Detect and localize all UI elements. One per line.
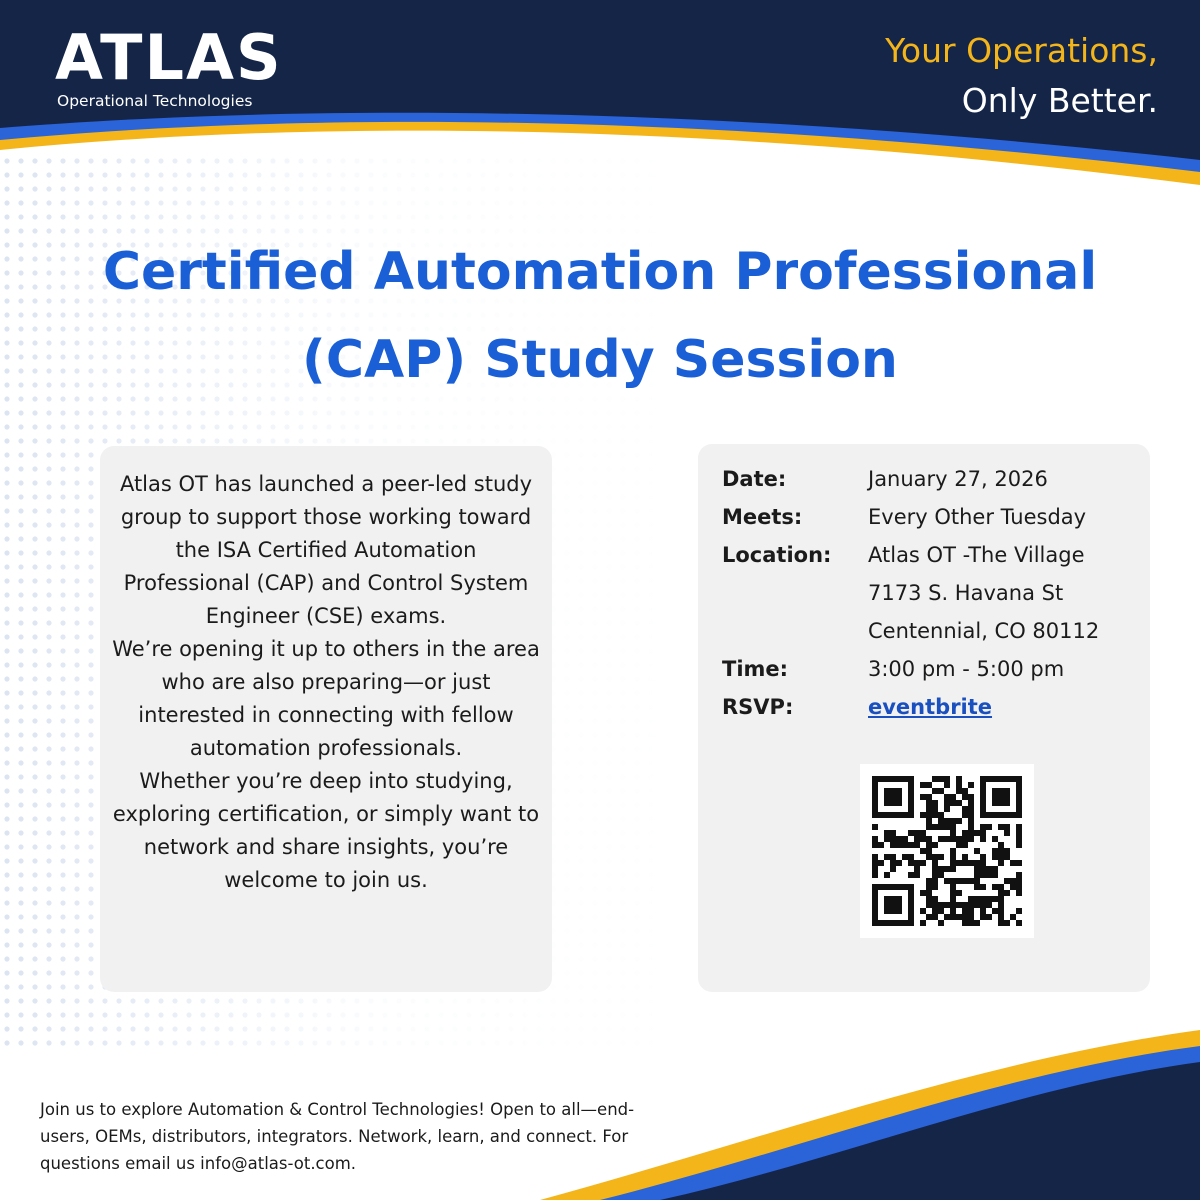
description-card (100, 446, 552, 992)
meets-value: Every Other Tuesday (868, 505, 1087, 529)
location-row (722, 536, 1142, 574)
time-row (722, 650, 1142, 688)
location-line-1: Atlas OT -The Village (868, 543, 1085, 567)
tagline-line-2: Only Better. (961, 81, 1158, 120)
rsvp-eventbrite-link[interactable]: eventbrite (868, 695, 993, 719)
description-text (110, 468, 542, 897)
title-line-1: Certified Automation Professional (102, 242, 1098, 302)
event-details-card (698, 444, 1150, 992)
time-label: Time: (722, 657, 789, 681)
logo-subtitle: Operational Technologies (57, 92, 253, 110)
tagline (885, 26, 1158, 126)
date-row (722, 460, 1142, 498)
logo-wordmark: ATLAS (55, 21, 283, 94)
date-label: Date: (722, 467, 787, 491)
title-line-2: (CAP) Study Session (302, 330, 898, 390)
tagline-line-1: Your Operations, (885, 31, 1158, 70)
footer-text: Join us to explore Automation & Control Technologies! Open to all—end-users, OEMs, distributors, integrators. Network, learn, and connect. For questions email us info@atlas-ot.com. (40, 1100, 635, 1173)
atlas-logo (55, 22, 305, 114)
location-row-3 (722, 612, 1142, 650)
location-row-2 (722, 574, 1142, 612)
location-line-2: 7173 S. Havana St (868, 581, 1064, 605)
date-value: January 27, 2026 (868, 467, 1048, 491)
location-label: Location: (722, 543, 832, 567)
rsvp-row (722, 688, 1142, 726)
location-line-3: Centennial, CO 80112 (868, 619, 1100, 643)
rsvp-qr-code[interactable] (860, 764, 1034, 938)
time-value: 3:00 pm - 5:00 pm (868, 657, 1065, 681)
page-title (40, 228, 1160, 404)
description-paragraph-3: Whether you’re deep into studying, exploring certification, or simply want to network and share insights, you’re welcome to join us. (112, 769, 540, 892)
description-paragraph-1: Atlas OT has launched a peer-led study group to support those working toward the ISA Certified Automation Professional (CAP) and Control System Engineer (CSE) exams. (119, 472, 533, 628)
qr-code-icon (860, 764, 1034, 938)
meets-row (722, 498, 1142, 536)
description-paragraph-2: We’re opening it up to others in the area who are also preparing—or just interested in connecting with fellow automation professionals. (112, 637, 540, 760)
meets-label: Meets: (722, 505, 803, 529)
rsvp-label: RSVP: (722, 695, 794, 719)
